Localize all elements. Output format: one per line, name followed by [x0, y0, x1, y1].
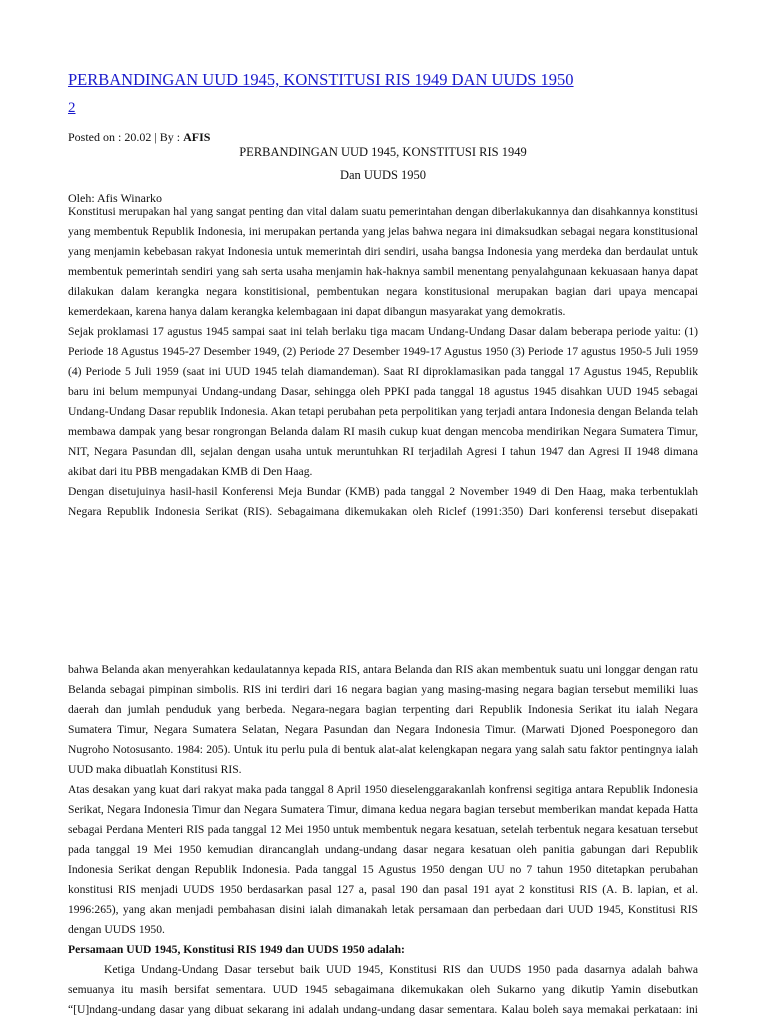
posted-info [68, 130, 210, 145]
posted-prefix: Posted on : 20.02 | By : [68, 130, 181, 144]
author-line: Oleh: Afis Winarko [68, 191, 162, 205]
body-text-upper [68, 202, 698, 522]
paragraph-sejak-proklamasi: Sejak proklamasi 17 agustus 1945 sampai saat ini telah berlaku tiga macam Undang-Undang Dasar dalam beberapa periode yaitu: (1) Periode 18 Agustus 1945-27 Desember 1949, (2) Periode 27 Desember 1949-17 Agustus 1950 (3) Periode 17 agustus 1950-5 Juli 1959 (4) Periode 5 Juli 1959 (saat ini UUD 1945 telah diamandeman). Saat RI diproklamasikan pada tanggal 17 Agustus 1945, Republik baru ini belum mempunyai Undang-undang Dasar, sehingga oleh PPKI pada tanggal 18 agustus 1945 disahkan UUD 1945 sebagai Undang-Undang Dasar republik Indonesia. Akan tetapi perubahan peta perpolitikan yang terjadi antara Indonesia dengan Belanda telah membawa dampak yang besar rongrongan Belanda dalam RI masih cukup kuat dengan mencoba mendirikan Negara Sumatera Timur, NIT, Negara Pasundan dll, sejalan dengan usaha untuk meruntuhkan RI terjadilah Agresi I tahun 1947 dan Agresi II 1948 dimana akibat dari itu PBB mengadakan KMB di Den Haag. [68, 325, 698, 478]
section-heading-persamaan: Persamaan UUD 1945, Konstitusi RIS 1949 dan UUDS 1950 adalah: [68, 943, 405, 956]
body-text-lower [68, 660, 698, 1020]
paragraph-kmb: Dengan disetujuinya hasil-hasil Konferensi Meja Bundar (KMB) pada tanggal 2 November 1949 di Den Haag, maka terbentuklah Negara Republik Indonesia Serikat (RIS). Sebagaimana dikemukakan oleh Riclef (1991:350) Dari konferensi tersebut disepakati [68, 485, 698, 518]
paragraph-ketiga: Ketiga Undang-Undang Dasar tersebut baik UUD 1945, Konstitusi RIS dan UUDS 1950 pada dasarnya adalah bahwa semuanya itu masih bersifat sementara. UUD 1945 sebagaimana dikemukakan oleh Sukarno yang dikutip Yamin disebutkan “[U]ndang-undang dasar yang dibuat sekarang ini adalah undang-undang dasar sementara. Kalau boleh saya memakai perkataan: ini [68, 963, 698, 1016]
article-heading-line-2: Dan UUDS 1950 [339, 168, 427, 182]
paragraph-desakan: Atas desakan yang kuat dari rakyat maka pada tanggal 8 April 1950 dieselenggarakanlah konfrensi segitiga antara Republik Indonesia Serikat, Negara Indonesia Timur dan Negara Sumatera Timur, dimana kedua negara bagian tersebut memberikan mandat kepada Hatta sebagai Perdana Menteri RIS pada tanggal 12 Mei 1950 untuk membentuk negara kesatuan, setelah terbentuk negara kesatuan tersebut pada tanggal 19 Mei 1950 kemudian dirancanglah undang-undang dasar negara kesatuan oleh panitia gabungan dari Republik Indonesia Serikat dengan Republik Indonesia. Pada tanggal 15 Agustus 1950 dengan UU no 7 tahun 1950 ditetapkan perubahan konstitusi RIS menjadi UUDS 1950 berdasarkan pasal 127 a, pasal 190 dan pasal 191 ayat 2 konstitusi RIS (A. B. lapian, et al. 1996:265), yang akan menjadi pembahasan disini ialah dimanakah letak persamaan dan perbedaan dari UUD 1945, Konstitusi RIS dengan UUDS 1950. [68, 783, 698, 936]
posted-author: AFIS [183, 130, 211, 144]
article-heading-line-1: PERBANDINGAN UUD 1945, KONSTITUSI RIS 1949 [239, 145, 527, 159]
page-number-link[interactable]: 2 [68, 100, 76, 116]
document-title-link[interactable]: PERBANDINGAN UUD 1945, KONSTITUSI RIS 1949 DAN UUDS 1950 [68, 70, 574, 89]
paragraph-konstitusi: Konstitusi merupakan hal yang sangat penting dan vital dalam suatu pemerintahan dengan diberlakukannya dan disahkannya konstitusi yang membentuk Republik Indonesia, ini merupakan pertanda yang jelas bahwa negara ini dimaksudkan sebagai negara konstitusional yang menjamin kebebasan rakyat Indonesia untuk memerintah diri sendiri, usaha bangsa Indonesia yang merdeka dan berdaulat untuk membentuk pemerintah sendiri yang sah serta usaha menjamin hak-haknya sambil menentang penyalahgunaan kekuasaan hanya dapat dilakukan dalam kerangka negara konstitisional, pembentukan negara konstitusional merupakan bagian dari upaya mencapai kemerdekaan, karena hanya dalam kerangka kelembagaan ini dapat dibangun masyarakat yang demokratis. [68, 205, 698, 318]
paragraph-belanda: bahwa Belanda akan menyerahkan kedaulatannya kepada RIS, antara Belanda dan RIS akan membentuk suatu uni longgar dengan ratu Belanda sebagai pimpinan simbolis. RIS ini terdiri dari 16 negara bagian yang masing-masing negara bagian tersebut memiliki luas daerah dan jumlah penduduk yang berbeda. Negara-negara bagian terpenting dari Republik Indonesia Serikat itu ialah Negara Sumatera Timur, Negara Sumatera Selatan, Negara Pasundan dan Negara Indonesia Timur. (Marwati Djoned Poesponegoro dan Nugroho Notosusanto. 1984: 205). Untuk itu perlu pula di bentuk alat-alat kelengkapan negara yang salah satu faktor pentingnya ialah UUD maka dibuatlah Konstitusi RIS. [68, 663, 698, 776]
